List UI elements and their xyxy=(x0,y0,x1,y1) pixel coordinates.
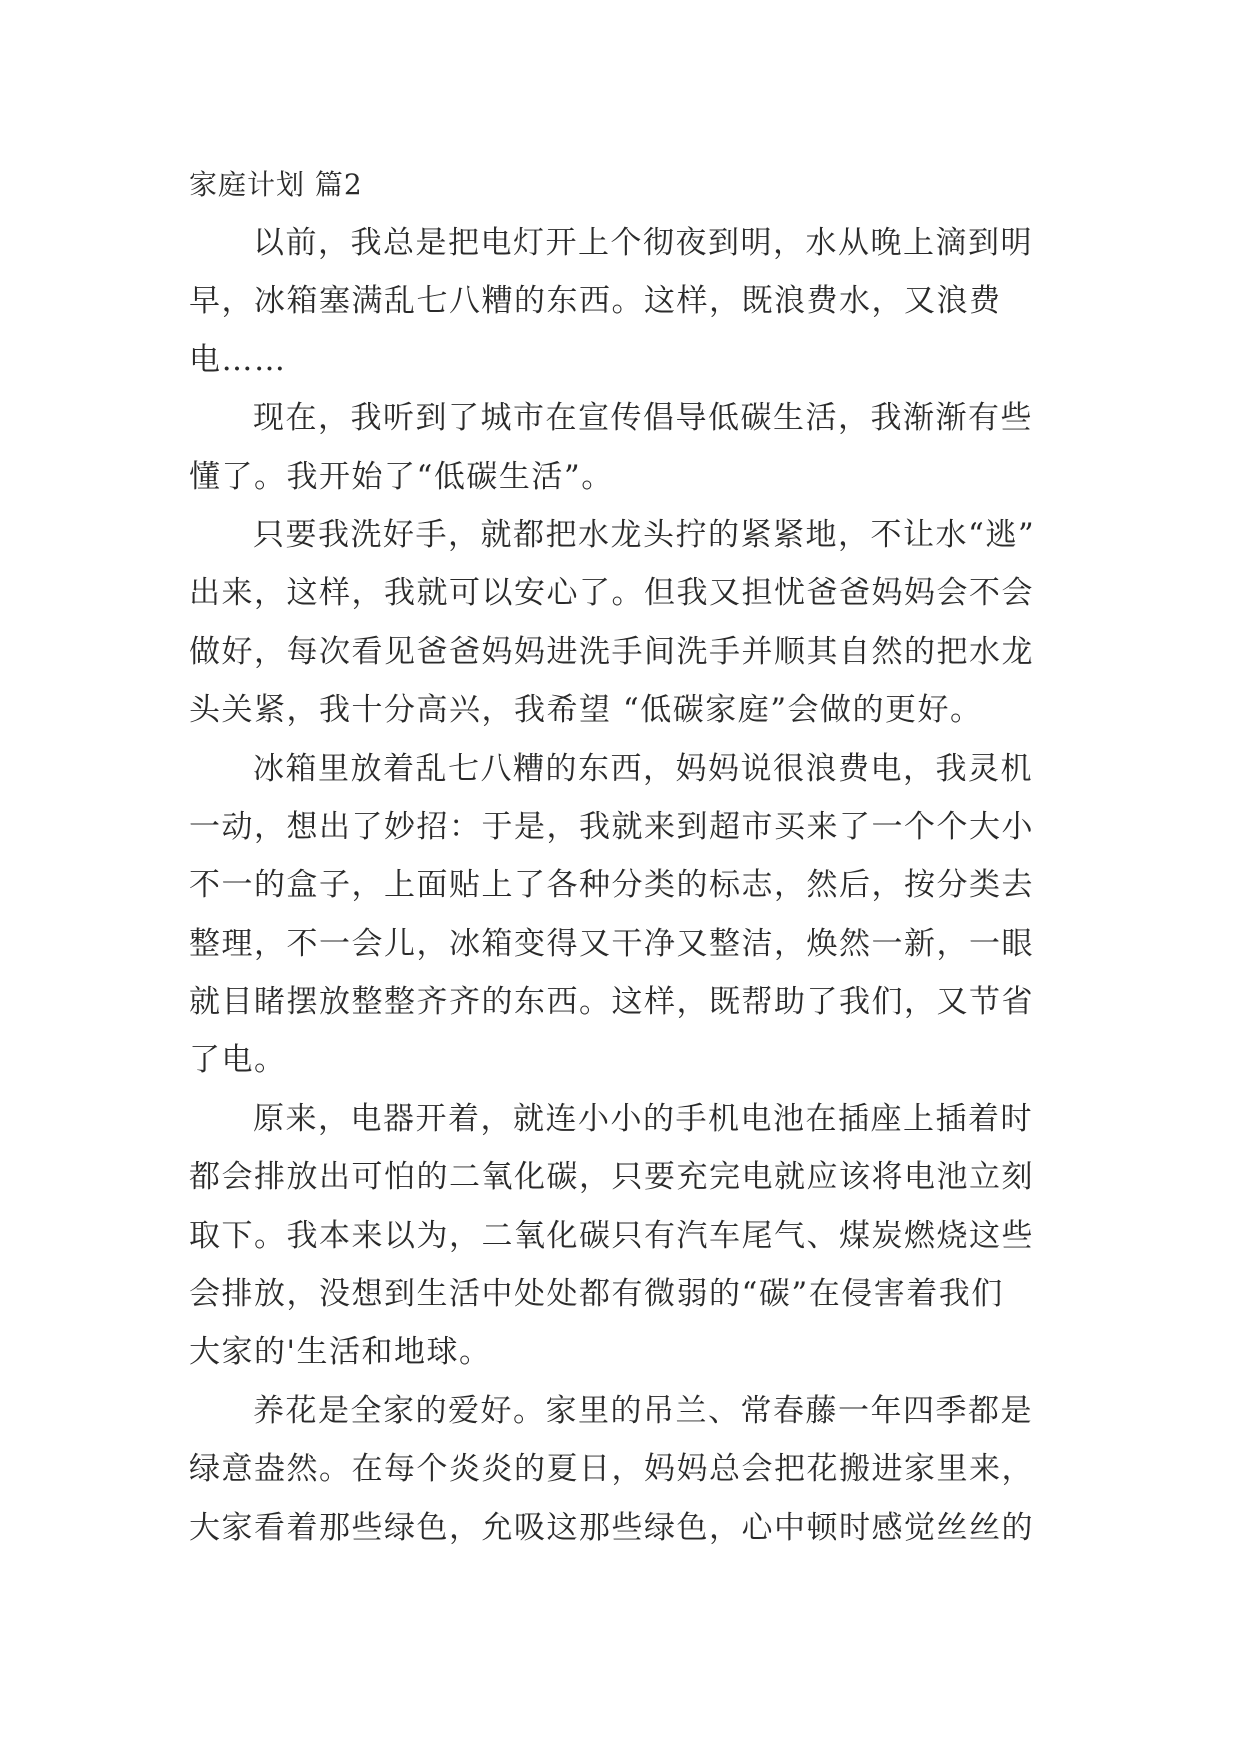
paragraph-line: 一动，想出了妙招：于是，我就来到超市买来了一个个大小 xyxy=(189,808,1034,845)
paragraph-line: 都会排放出可怕的二氧化碳，只要充完电就应该将电池立刻 xyxy=(189,1159,1034,1196)
paragraph-line: 会排放，没想到生活中处处都有微弱的“碳”在侵害着我们 xyxy=(189,1276,1004,1313)
paragraph-line: 取下。我本来以为，二氧化碳只有汽车尾气、煤炭燃烧这些 xyxy=(189,1217,1034,1254)
paragraph-line: 冰箱里放着乱七八糟的东西，妈妈说很浪费电，我灵机 xyxy=(253,750,1033,787)
paragraph-line: 电…… xyxy=(189,341,287,378)
paragraph-line: 早，冰箱塞满乱七八糟的东西。这样，既浪费水，又浪费 xyxy=(189,283,1002,320)
document-title: 家庭计划 篇2 xyxy=(189,168,363,201)
paragraph-line: 以前，我总是把电灯开上个彻夜到明，水从晚上滴到明 xyxy=(253,225,1033,261)
paragraph-line: 出来，这样，我就可以安心了。但我又担忧爸爸妈妈会不会 xyxy=(189,575,1034,612)
paragraph-line: 懂了。我开始了“低碳生活”。 xyxy=(189,458,614,495)
paragraph-line: 现在，我听到了城市在宣传倡导低碳生活，我渐渐有些 xyxy=(253,400,1033,437)
paragraph-line: 原来，电器开着，就连小小的手机电池在插座上插着时 xyxy=(253,1100,1033,1137)
paragraph-line: 做好，每次看见爸爸妈妈进洗手间洗手并顺其自然的把水龙 xyxy=(189,633,1034,670)
paragraph-line: 就目睹摆放整整齐齐的东西。这样，既帮助了我们，又节省 xyxy=(189,984,1034,1021)
paragraph-line: 了电。 xyxy=(189,1042,287,1079)
paragraph-line: 整理，不一会儿，冰箱变得又干净又整洁，焕然一新，一眼 xyxy=(189,925,1034,962)
paragraph-line: 不一的盒子，上面贴上了各种分类的标志，然后，按分类去 xyxy=(189,867,1034,904)
paragraph-line: 大家看着那些绿色，允吸这那些绿色，心中顿时感觉丝丝的 xyxy=(189,1509,1034,1546)
paragraph-line: 养花是全家的爱好。家里的吊兰、常春藤一年四季都是 xyxy=(253,1392,1033,1429)
document-body xyxy=(189,162,1055,1557)
paragraph-line: 大家的'生活和地球。 xyxy=(189,1334,492,1371)
paragraph-line: 只要我洗好手，就都把水龙头拧的紧紧地，不让水“逃” xyxy=(253,516,1036,553)
paragraph-line: 头关紧，我十分高兴，我希望 “低碳家庭”会做的更好。 xyxy=(189,692,983,729)
paragraph-line: 绿意盎然。在每个炎炎的夏日，妈妈总会把花搬进家里来， xyxy=(189,1451,1034,1488)
